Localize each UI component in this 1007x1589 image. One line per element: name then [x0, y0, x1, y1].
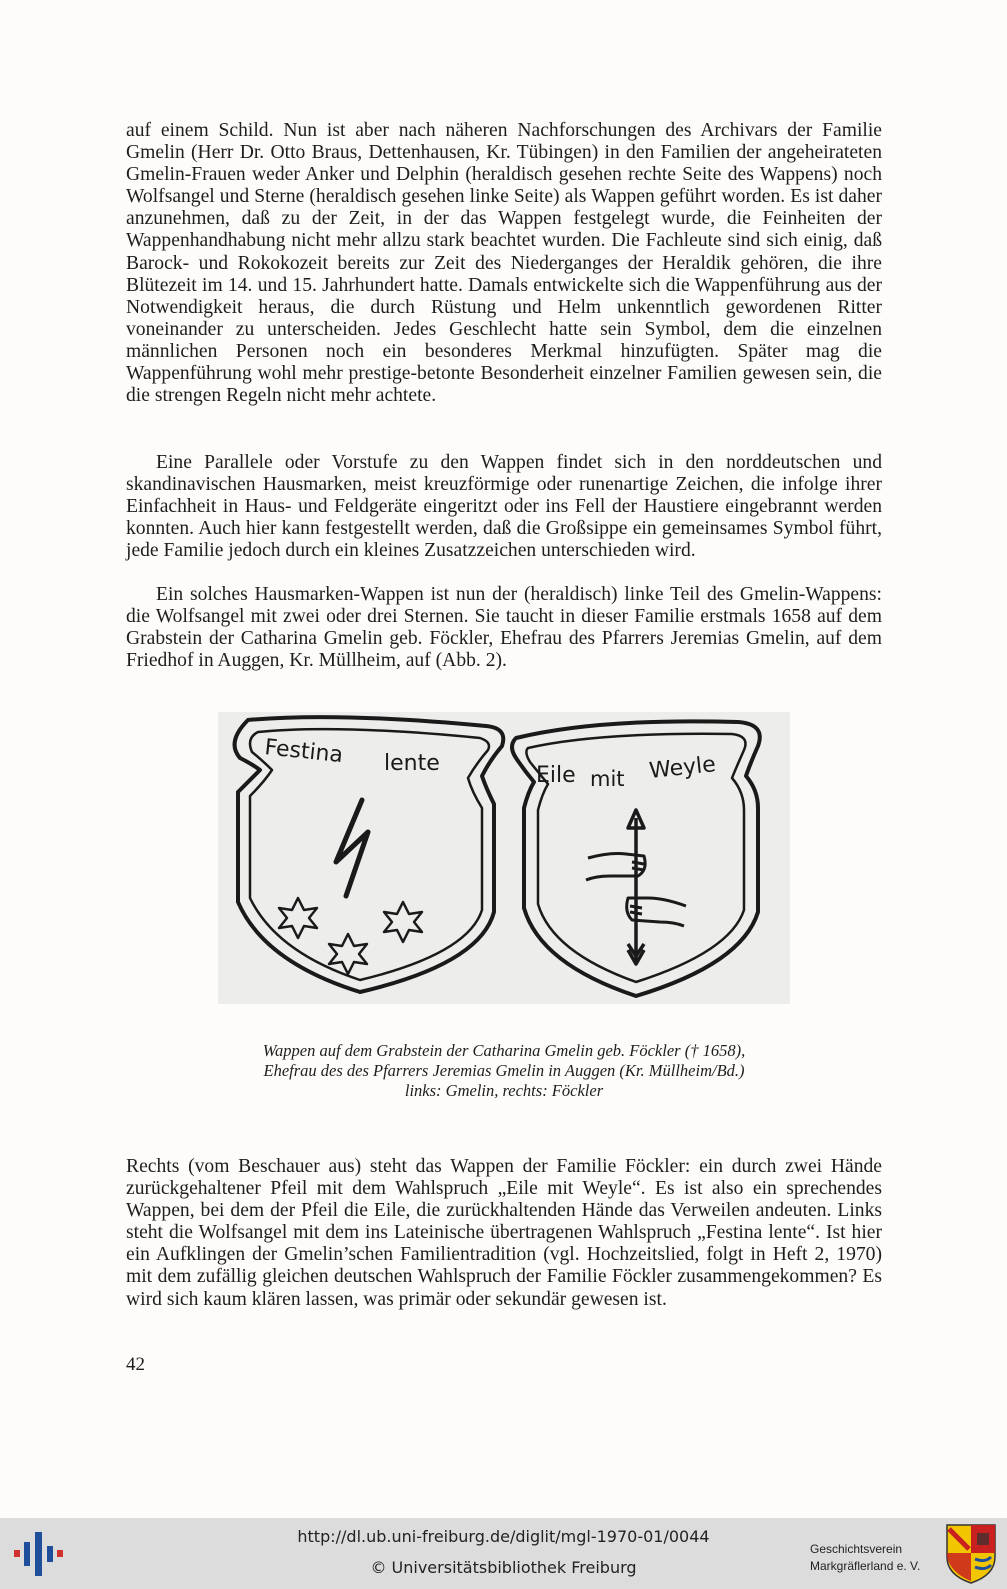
society-name: [810, 1541, 928, 1575]
paragraph-3: [126, 584, 882, 672]
motto-eile: Eile: [536, 763, 576, 788]
motto-weyle: Weyle: [648, 752, 717, 784]
coats-of-arms-figure: [218, 712, 790, 1004]
paragraph-1: auf einem Schild. Nun ist aber nach näheren Nachforschungen des Archivars der Familie Gmelin (Herr Dr. Otto Braus, Dettenhausen, Kr. Tübingen) in den Familien der angeheirateten Gmelin-Frauen weder Anker und Delphin (heraldisch gesehen rechte Seite des Wappens) noch Wolfsangel und Sterne (heraldisch gesehen linke Seite) als Wappen geführt worden. Es ist daher anzunehmen, daß zu der Zeit, in der das Wappen festgelegt wurde, die Feinheiten der Wappenhandhabung nicht mehr allzu stark beachtet wurden. Die Fachleute sind sich einig, daß Barock- und Rokokozeit bereits zur Zeit des Niederganges der Heraldik gehören, die ihre Blütezeit im 14. und 15. Jahrhundert hatte. Damals entwickelte sich die Wappenführung aus der Notwendigkeit heraus, die durch Rüstung und Helm unkenntlich gewordenen Ritter voneinander zu unterscheiden. Jedes Geschlecht hatte sein Symbol, dem die einzelnen männlichen Personen noch ein besonderes Merkmal hinzufügten. Später mag die Wappenführung wohl mehr prestige-betonte Besonderheit einzelner Familien gewesen sein, die die strengen Regeln nicht mehr achtete.: [126, 120, 882, 407]
paragraph-2-text: Eine Parallele oder Vorstufe zu den Wappen findet sich in den norddeutschen und skandinavischen Hausmarken, meist kreuzförmige oder runenartige Zeichen, die infolge ihrer Einfachheit in Haus- und Feldgeräte eingeritzt oder ins Fell der Haustiere eingebrannt werden konnten. Auch hier kann festgestellt werden, daß die Großsippe ein gemeinsames Symbol führt, jede Familie jedoch durch ein kleines Zusatzzeichen unterschieden wird.: [126, 452, 882, 562]
motto-mit: mit: [590, 767, 625, 791]
figure-caption: [126, 1041, 882, 1101]
paragraph-3-text: Ein solches Hausmarken-Wappen ist nun der (heraldisch) linke Teil des Gmelin-Wappens: die Wolfsangel mit zwei oder drei Sternen. Sie taucht in dieser Familie erstmals 1658 auf dem Grabstein der Catharina Gmelin geb. Föckler, Ehefrau des Pfarrers Jeremias Gmelin, auf dem Friedhof in Auggen, Kr. Müllheim, auf (Abb. 2).: [126, 584, 882, 672]
caption-line: links: Gmelin, rechts: Föckler: [404, 1081, 604, 1100]
society-coat-of-arms-icon[interactable]: [945, 1523, 997, 1585]
star-icon: [329, 934, 367, 974]
star-icon: [279, 898, 317, 938]
caption-line: Ehefrau des des Pfarrers Jeremias Gmelin in Auggen (Kr. Müllheim/Bd.): [263, 1061, 745, 1080]
caption-line: Wappen auf dem Grabstein der Catharina Gmelin geb. Föckler († 1658),: [262, 1041, 746, 1060]
source-url-link[interactable]: http://dl.ub.uni-freiburg.de/diglit/mgl-1970-01/0044: [297, 1527, 710, 1546]
paragraph-4: Rechts (vom Beschauer aus) steht das Wappen der Familie Föckler: ein durch zwei Hände zurückgehaltener Pfeil mit dem Wahlspruch „Eile mit Weyle“. Es ist also ein sprechendes Wappen, bei dem der Pfeil die Eile, die zurückhaltenden Hände das Verweilen andeuten. Links steht die Wolfsangel mit dem ins Lateinische übertragenen Wahlspruch „Festina lente“. Ist hier ein Aufklingen der Gmelin’schen Familientradition (vgl. Hochzeitslied, folgt in Heft 2, 1970) mit dem zufällig gleichen deutschen Wahlspruch der Familie Föckler zusammengekommen? Es wird sich kaum klären lassen, was primär oder sekundär gewesen ist.: [126, 1156, 882, 1310]
society-name-line: Markgräflerland e. V.: [810, 1559, 921, 1573]
motto-festina: Festina: [263, 735, 345, 769]
copyright-text: © Universitätsbibliothek Freiburg: [370, 1558, 637, 1577]
wolfsangel-icon: [336, 800, 368, 896]
star-icon: [384, 902, 422, 942]
gmelin-shield-inner: [250, 729, 489, 980]
paragraph-2: [126, 452, 882, 562]
footer-bar: [0, 1518, 1007, 1589]
society-name-line: Geschichtsverein: [810, 1542, 903, 1556]
arrow-icon: [628, 810, 644, 964]
motto-lente: lente: [384, 751, 440, 776]
page-number: 42: [126, 1354, 145, 1375]
